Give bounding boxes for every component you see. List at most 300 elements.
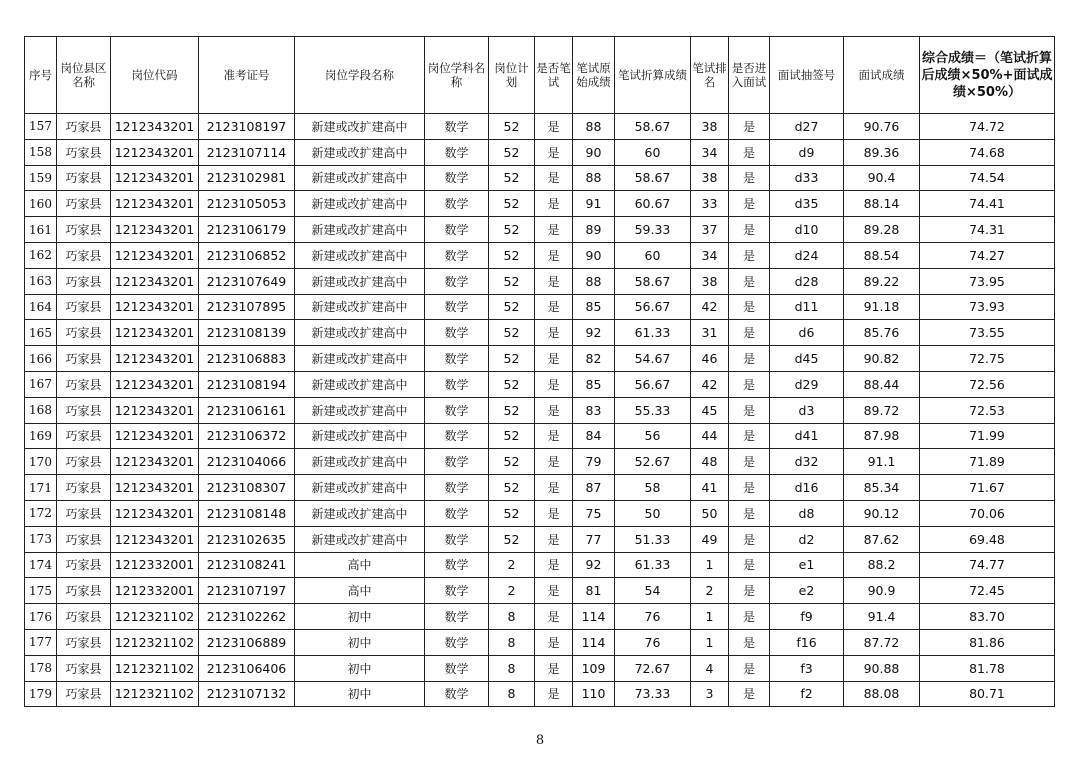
cell-seq: 158 [25, 139, 57, 165]
cell-stage: 新建或改扩建高中 [295, 268, 425, 294]
cell-interview-in: 是 [729, 294, 770, 320]
cell-interview-score: 88.54 [844, 242, 920, 268]
table-row [25, 526, 1055, 552]
cell-stage: 新建或改扩建高中 [295, 526, 425, 552]
cell-converted: 54 [615, 578, 691, 604]
cell-interview-in: 是 [729, 500, 770, 526]
table-row [25, 449, 1055, 475]
cell-plan: 52 [489, 449, 535, 475]
cell-stage: 新建或改扩建高中 [295, 346, 425, 372]
cell-plan: 8 [489, 629, 535, 655]
cell-written: 是 [535, 681, 573, 707]
cell-county: 巧家县 [57, 346, 111, 372]
cell-seq: 159 [25, 165, 57, 191]
cell-post-code: 1212321102 [111, 655, 199, 681]
cell-raw: 92 [573, 552, 615, 578]
cell-subject: 数学 [425, 552, 489, 578]
cell-stage: 新建或改扩建高中 [295, 320, 425, 346]
cell-raw: 81 [573, 578, 615, 604]
cell-post-code: 1212343201 [111, 165, 199, 191]
cell-stage: 新建或改扩建高中 [295, 217, 425, 243]
cell-subject: 数学 [425, 320, 489, 346]
cell-lot: e2 [770, 578, 844, 604]
cell-subject: 数学 [425, 191, 489, 217]
cell-post-code: 1212343201 [111, 242, 199, 268]
cell-interview-score: 89.72 [844, 397, 920, 423]
table-row [25, 346, 1055, 372]
cell-plan: 52 [489, 268, 535, 294]
cell-raw: 85 [573, 371, 615, 397]
cell-total: 72.75 [920, 346, 1055, 372]
cell-total: 83.70 [920, 604, 1055, 630]
cell-stage: 新建或改扩建高中 [295, 423, 425, 449]
cell-seq: 166 [25, 346, 57, 372]
cell-rank: 45 [691, 397, 729, 423]
table-row [25, 655, 1055, 681]
cell-converted: 55.33 [615, 397, 691, 423]
cell-plan: 8 [489, 655, 535, 681]
cell-ticket: 2123106161 [199, 397, 295, 423]
cell-raw: 84 [573, 423, 615, 449]
cell-interview-score: 91.1 [844, 449, 920, 475]
cell-lot: d28 [770, 268, 844, 294]
cell-rank: 34 [691, 242, 729, 268]
cell-written: 是 [535, 604, 573, 630]
cell-plan: 52 [489, 139, 535, 165]
table-row [25, 475, 1055, 501]
cell-written: 是 [535, 217, 573, 243]
cell-subject: 数学 [425, 423, 489, 449]
cell-interview-score: 90.9 [844, 578, 920, 604]
cell-subject: 数学 [425, 139, 489, 165]
cell-raw: 82 [573, 346, 615, 372]
cell-ticket: 2123108241 [199, 552, 295, 578]
cell-seq: 171 [25, 475, 57, 501]
cell-plan: 8 [489, 681, 535, 707]
table-row [25, 191, 1055, 217]
cell-post-code: 1212343201 [111, 346, 199, 372]
cell-plan: 52 [489, 217, 535, 243]
cell-ticket: 2123108307 [199, 475, 295, 501]
cell-subject: 数学 [425, 681, 489, 707]
cell-stage: 新建或改扩建高中 [295, 242, 425, 268]
cell-post-code: 1212343201 [111, 139, 199, 165]
cell-plan: 52 [489, 320, 535, 346]
cell-subject: 数学 [425, 500, 489, 526]
cell-stage: 新建或改扩建高中 [295, 397, 425, 423]
cell-total: 74.54 [920, 165, 1055, 191]
cell-raw: 88 [573, 114, 615, 140]
cell-county: 巧家县 [57, 500, 111, 526]
cell-interview-score: 88.08 [844, 681, 920, 707]
cell-converted: 54.67 [615, 346, 691, 372]
cell-written: 是 [535, 346, 573, 372]
cell-written: 是 [535, 423, 573, 449]
cell-rank: 4 [691, 655, 729, 681]
cell-county: 巧家县 [57, 114, 111, 140]
cell-total: 74.68 [920, 139, 1055, 165]
cell-subject: 数学 [425, 242, 489, 268]
cell-seq: 165 [25, 320, 57, 346]
cell-interview-score: 88.14 [844, 191, 920, 217]
cell-converted: 60 [615, 139, 691, 165]
header-subject: 岗位学科名称 [425, 37, 489, 114]
table-row [25, 629, 1055, 655]
cell-ticket: 2123108139 [199, 320, 295, 346]
cell-rank: 50 [691, 500, 729, 526]
cell-subject: 数学 [425, 475, 489, 501]
cell-seq: 177 [25, 629, 57, 655]
cell-plan: 52 [489, 500, 535, 526]
cell-raw: 110 [573, 681, 615, 707]
cell-rank: 1 [691, 629, 729, 655]
cell-ticket: 2123107132 [199, 681, 295, 707]
cell-county: 巧家县 [57, 604, 111, 630]
cell-post-code: 1212321102 [111, 604, 199, 630]
cell-written: 是 [535, 578, 573, 604]
table-row [25, 578, 1055, 604]
cell-raw: 88 [573, 165, 615, 191]
header-lot: 面试抽签号 [770, 37, 844, 114]
cell-interview-in: 是 [729, 371, 770, 397]
cell-rank: 3 [691, 681, 729, 707]
cell-interview-in: 是 [729, 139, 770, 165]
cell-county: 巧家县 [57, 371, 111, 397]
cell-converted: 58.67 [615, 165, 691, 191]
cell-interview-in: 是 [729, 165, 770, 191]
cell-seq: 157 [25, 114, 57, 140]
header-written: 是否笔试 [535, 37, 573, 114]
table-row [25, 500, 1055, 526]
cell-raw: 75 [573, 500, 615, 526]
cell-written: 是 [535, 139, 573, 165]
cell-rank: 1 [691, 604, 729, 630]
cell-total: 70.06 [920, 500, 1055, 526]
table-row [25, 552, 1055, 578]
cell-ticket: 2123106372 [199, 423, 295, 449]
cell-interview-score: 90.4 [844, 165, 920, 191]
table-row [25, 371, 1055, 397]
cell-interview-in: 是 [729, 268, 770, 294]
cell-county: 巧家县 [57, 165, 111, 191]
cell-written: 是 [535, 500, 573, 526]
cell-total: 73.95 [920, 268, 1055, 294]
cell-total: 80.71 [920, 681, 1055, 707]
cell-seq: 169 [25, 423, 57, 449]
cell-post-code: 1212343201 [111, 294, 199, 320]
cell-interview-score: 90.76 [844, 114, 920, 140]
header-converted: 笔试折算成绩 [615, 37, 691, 114]
cell-total: 69.48 [920, 526, 1055, 552]
cell-plan: 52 [489, 242, 535, 268]
cell-ticket: 2123107895 [199, 294, 295, 320]
cell-ticket: 2123108197 [199, 114, 295, 140]
cell-county: 巧家县 [57, 526, 111, 552]
cell-ticket: 2123108194 [199, 371, 295, 397]
header-county: 岗位县区名称 [57, 37, 111, 114]
cell-total: 74.72 [920, 114, 1055, 140]
table-row [25, 242, 1055, 268]
cell-interview-in: 是 [729, 578, 770, 604]
cell-ticket: 2123106883 [199, 346, 295, 372]
cell-interview-score: 89.22 [844, 268, 920, 294]
cell-county: 巧家县 [57, 475, 111, 501]
cell-written: 是 [535, 242, 573, 268]
cell-interview-score: 91.4 [844, 604, 920, 630]
cell-rank: 31 [691, 320, 729, 346]
cell-written: 是 [535, 449, 573, 475]
cell-interview-score: 89.28 [844, 217, 920, 243]
header-rank: 笔试排名 [691, 37, 729, 114]
cell-rank: 46 [691, 346, 729, 372]
cell-seq: 178 [25, 655, 57, 681]
cell-rank: 1 [691, 552, 729, 578]
cell-stage: 新建或改扩建高中 [295, 371, 425, 397]
cell-interview-score: 90.82 [844, 346, 920, 372]
cell-plan: 52 [489, 346, 535, 372]
cell-stage: 新建或改扩建高中 [295, 165, 425, 191]
cell-raw: 90 [573, 139, 615, 165]
cell-converted: 59.33 [615, 217, 691, 243]
cell-lot: d9 [770, 139, 844, 165]
cell-seq: 167 [25, 371, 57, 397]
cell-interview-in: 是 [729, 397, 770, 423]
cell-total: 81.78 [920, 655, 1055, 681]
cell-interview-in: 是 [729, 655, 770, 681]
cell-ticket: 2123102262 [199, 604, 295, 630]
cell-written: 是 [535, 629, 573, 655]
cell-raw: 79 [573, 449, 615, 475]
cell-converted: 60.67 [615, 191, 691, 217]
cell-post-code: 1212332001 [111, 578, 199, 604]
table-row [25, 268, 1055, 294]
cell-raw: 87 [573, 475, 615, 501]
cell-rank: 38 [691, 114, 729, 140]
cell-ticket: 2123107114 [199, 139, 295, 165]
table-row [25, 165, 1055, 191]
cell-interview-in: 是 [729, 475, 770, 501]
cell-county: 巧家县 [57, 320, 111, 346]
cell-raw: 88 [573, 268, 615, 294]
cell-plan: 52 [489, 294, 535, 320]
cell-county: 巧家县 [57, 268, 111, 294]
cell-interview-in: 是 [729, 191, 770, 217]
cell-lot: d35 [770, 191, 844, 217]
cell-total: 72.53 [920, 397, 1055, 423]
cell-written: 是 [535, 320, 573, 346]
cell-rank: 41 [691, 475, 729, 501]
table-row [25, 423, 1055, 449]
cell-subject: 数学 [425, 578, 489, 604]
cell-written: 是 [535, 294, 573, 320]
cell-rank: 33 [691, 191, 729, 217]
cell-plan: 52 [489, 526, 535, 552]
cell-written: 是 [535, 114, 573, 140]
cell-lot: d11 [770, 294, 844, 320]
cell-post-code: 1212343201 [111, 423, 199, 449]
cell-interview-score: 88.2 [844, 552, 920, 578]
cell-raw: 83 [573, 397, 615, 423]
cell-plan: 52 [489, 371, 535, 397]
cell-total: 72.45 [920, 578, 1055, 604]
table-row [25, 604, 1055, 630]
cell-interview-in: 是 [729, 242, 770, 268]
cell-ticket: 2123105053 [199, 191, 295, 217]
cell-subject: 数学 [425, 268, 489, 294]
cell-lot: e1 [770, 552, 844, 578]
cell-total: 74.77 [920, 552, 1055, 578]
cell-rank: 38 [691, 165, 729, 191]
cell-ticket: 2123106852 [199, 242, 295, 268]
cell-plan: 52 [489, 114, 535, 140]
cell-total: 74.41 [920, 191, 1055, 217]
table-row [25, 114, 1055, 140]
cell-rank: 49 [691, 526, 729, 552]
cell-interview-in: 是 [729, 681, 770, 707]
cell-ticket: 2123106179 [199, 217, 295, 243]
cell-raw: 90 [573, 242, 615, 268]
page-number: 8 [535, 733, 545, 748]
cell-post-code: 1212343201 [111, 526, 199, 552]
cell-subject: 数学 [425, 397, 489, 423]
cell-plan: 52 [489, 191, 535, 217]
cell-rank: 2 [691, 578, 729, 604]
cell-post-code: 1212343201 [111, 397, 199, 423]
cell-seq: 175 [25, 578, 57, 604]
cell-county: 巧家县 [57, 217, 111, 243]
score-table [24, 36, 1055, 707]
cell-subject: 数学 [425, 165, 489, 191]
cell-county: 巧家县 [57, 242, 111, 268]
cell-post-code: 1212343201 [111, 114, 199, 140]
cell-ticket: 2123107197 [199, 578, 295, 604]
cell-written: 是 [535, 655, 573, 681]
cell-stage: 新建或改扩建高中 [295, 449, 425, 475]
cell-lot: d29 [770, 371, 844, 397]
cell-converted: 76 [615, 604, 691, 630]
cell-converted: 52.67 [615, 449, 691, 475]
cell-interview-score: 90.88 [844, 655, 920, 681]
cell-lot: f3 [770, 655, 844, 681]
cell-seq: 162 [25, 242, 57, 268]
cell-plan: 2 [489, 552, 535, 578]
cell-converted: 56 [615, 423, 691, 449]
table-body [25, 114, 1055, 707]
cell-subject: 数学 [425, 655, 489, 681]
header-stage: 岗位学段名称 [295, 37, 425, 114]
cell-interview-in: 是 [729, 114, 770, 140]
cell-post-code: 1212343201 [111, 268, 199, 294]
cell-seq: 174 [25, 552, 57, 578]
cell-total: 73.93 [920, 294, 1055, 320]
cell-interview-score: 89.36 [844, 139, 920, 165]
cell-lot: d3 [770, 397, 844, 423]
cell-plan: 52 [489, 475, 535, 501]
cell-seq: 172 [25, 500, 57, 526]
cell-lot: d10 [770, 217, 844, 243]
header-interview-score: 面试成绩 [844, 37, 920, 114]
cell-rank: 34 [691, 139, 729, 165]
header-ticket: 准考证号 [199, 37, 295, 114]
cell-interview-score: 87.72 [844, 629, 920, 655]
table-row [25, 320, 1055, 346]
table-row [25, 139, 1055, 165]
cell-total: 81.86 [920, 629, 1055, 655]
cell-post-code: 1212343201 [111, 371, 199, 397]
cell-ticket: 2123104066 [199, 449, 295, 475]
table-row [25, 397, 1055, 423]
header-seq: 序号 [25, 37, 57, 114]
cell-lot: d2 [770, 526, 844, 552]
cell-raw: 85 [573, 294, 615, 320]
cell-ticket: 2123102635 [199, 526, 295, 552]
table-header-row [25, 37, 1055, 114]
cell-rank: 42 [691, 294, 729, 320]
cell-interview-score: 87.62 [844, 526, 920, 552]
header-interview-in: 是否进入面试 [729, 37, 770, 114]
header-total: 综合成绩＝（笔试折算后成绩×50%+面试成绩×50%） [920, 37, 1055, 114]
cell-seq: 168 [25, 397, 57, 423]
cell-raw: 114 [573, 629, 615, 655]
cell-county: 巧家县 [57, 449, 111, 475]
table-row [25, 294, 1055, 320]
cell-seq: 170 [25, 449, 57, 475]
cell-raw: 91 [573, 191, 615, 217]
cell-seq: 173 [25, 526, 57, 552]
cell-written: 是 [535, 165, 573, 191]
cell-lot: d8 [770, 500, 844, 526]
cell-converted: 51.33 [615, 526, 691, 552]
cell-rank: 42 [691, 371, 729, 397]
cell-stage: 初中 [295, 629, 425, 655]
cell-stage: 新建或改扩建高中 [295, 475, 425, 501]
cell-total: 71.99 [920, 423, 1055, 449]
cell-total: 74.31 [920, 217, 1055, 243]
cell-post-code: 1212343201 [111, 191, 199, 217]
cell-lot: d6 [770, 320, 844, 346]
cell-raw: 77 [573, 526, 615, 552]
cell-interview-score: 85.34 [844, 475, 920, 501]
cell-plan: 52 [489, 423, 535, 449]
table-row [25, 217, 1055, 243]
cell-stage: 新建或改扩建高中 [295, 139, 425, 165]
cell-lot: f2 [770, 681, 844, 707]
cell-ticket: 2123107649 [199, 268, 295, 294]
cell-seq: 176 [25, 604, 57, 630]
cell-ticket: 2123106889 [199, 629, 295, 655]
cell-stage: 新建或改扩建高中 [295, 500, 425, 526]
cell-written: 是 [535, 268, 573, 294]
cell-county: 巧家县 [57, 191, 111, 217]
cell-written: 是 [535, 552, 573, 578]
cell-converted: 58.67 [615, 268, 691, 294]
cell-stage: 初中 [295, 604, 425, 630]
cell-lot: d24 [770, 242, 844, 268]
cell-raw: 114 [573, 604, 615, 630]
cell-subject: 数学 [425, 217, 489, 243]
cell-stage: 高中 [295, 552, 425, 578]
cell-post-code: 1212321102 [111, 681, 199, 707]
cell-lot: d41 [770, 423, 844, 449]
cell-lot: d27 [770, 114, 844, 140]
cell-total: 73.55 [920, 320, 1055, 346]
cell-ticket: 2123106406 [199, 655, 295, 681]
cell-subject: 数学 [425, 346, 489, 372]
cell-interview-in: 是 [729, 449, 770, 475]
cell-subject: 数学 [425, 629, 489, 655]
cell-ticket: 2123102981 [199, 165, 295, 191]
header-post-code: 岗位代码 [111, 37, 199, 114]
